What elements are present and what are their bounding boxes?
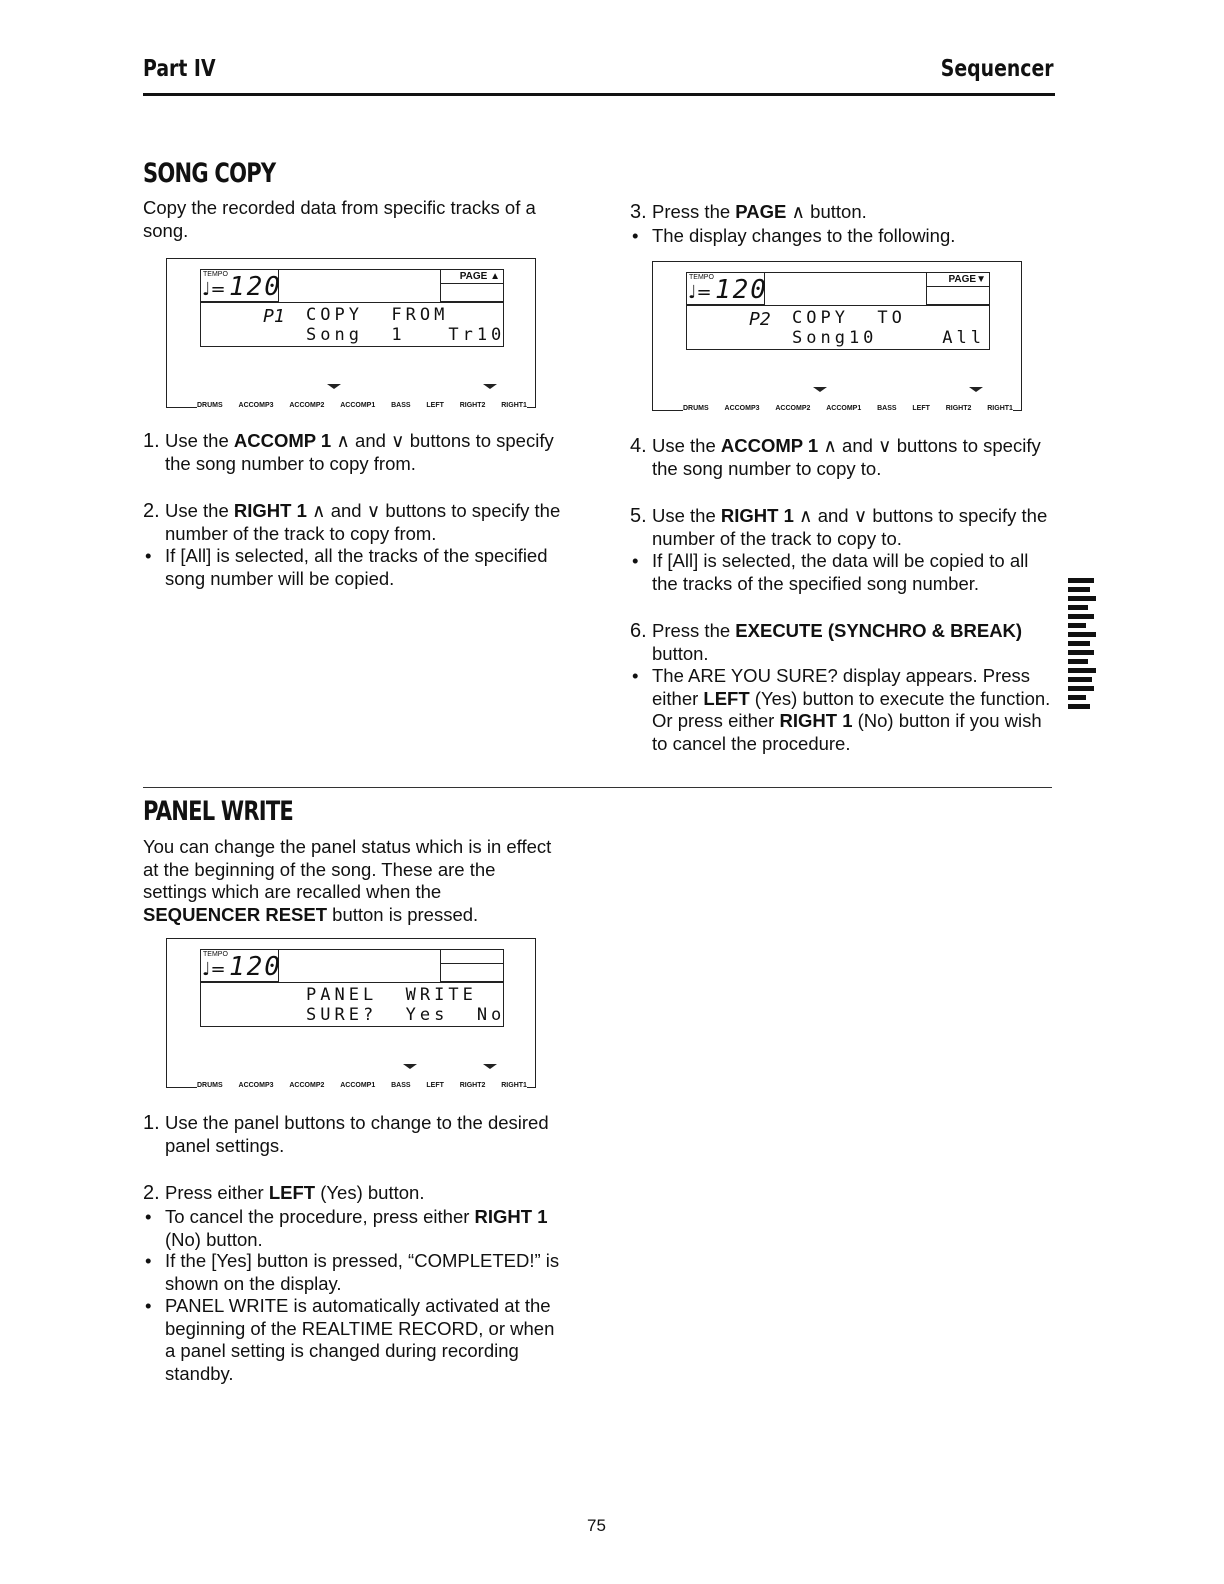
section-label: Sequencer — [941, 56, 1054, 82]
track-label: LEFT — [426, 402, 444, 409]
track-label: DRUMS — [197, 402, 223, 409]
step-text: Use the — [652, 435, 721, 456]
button-name: PAGE — [735, 201, 787, 222]
bullet-text: To cancel the procedure, press either — [165, 1206, 475, 1227]
step-text: ∧ button. — [786, 201, 867, 222]
step-number: 6. — [630, 620, 647, 642]
track-label: LEFT — [912, 405, 930, 412]
bullet-text: (No) button. — [165, 1228, 263, 1250]
track-label: BASS — [877, 405, 897, 412]
tempo-label: TEMPO — [203, 271, 228, 278]
track-label: BASS — [391, 1082, 411, 1089]
step-text: Use the — [165, 500, 234, 521]
step-text: ∧ and ∨ buttons to specify the song number to copy to. — [652, 435, 1041, 479]
step-number: 5. — [630, 505, 647, 527]
button-name: RIGHT 1 — [779, 710, 853, 731]
section-divider — [143, 787, 1052, 788]
page-number: 75 — [587, 1516, 606, 1535]
step-text: Use the — [652, 505, 721, 526]
track-label: DRUMS — [197, 1082, 223, 1089]
bullet-auto-activated: • PANEL WRITE is automatically activated at the beginning of the REALTIME RECORD, or when a panel setting is changed during recording standby. — [143, 1295, 565, 1385]
tempo-label: TEMPO — [203, 951, 228, 958]
panel-write-title: PANEL WRITE — [143, 796, 294, 827]
step-text: Use the panel buttons to change to the desired panel settings. — [165, 1112, 549, 1156]
page-indicator — [926, 272, 990, 305]
step-4-copy-to — [630, 435, 1052, 480]
step-number: 1. — [143, 430, 160, 452]
track-label: BASS — [391, 402, 411, 409]
tempo-box — [200, 949, 282, 982]
tempo-value: 120 — [229, 272, 282, 302]
lcd-line-1: COPY TO — [792, 308, 906, 328]
page-indicator — [440, 949, 504, 982]
button-name: ACCOMP 1 — [720, 435, 819, 456]
step-text: (Yes) button. — [315, 1182, 425, 1203]
lcd-line-2: Song10 — [792, 328, 878, 348]
bullet-display-changes: • The display changes to the following. — [630, 225, 1052, 248]
lcd-display-panel-write — [166, 938, 536, 1088]
lcd-main-text — [200, 302, 504, 347]
part-label: Part IV — [143, 56, 216, 82]
button-name: RIGHT 1 — [474, 1206, 548, 1227]
lcd-line-1: COPY FROM — [306, 305, 449, 325]
step-1-copy-from — [143, 430, 565, 475]
track-label: ACCOMP3 — [724, 405, 760, 412]
lcd-display-copy-from — [166, 258, 536, 408]
down-arrow-icon — [483, 384, 497, 389]
song-copy-intro: Copy the recorded data from specific tracks of a song. — [143, 197, 536, 241]
tempo-box — [686, 272, 768, 305]
step-5-track-to — [630, 505, 1052, 550]
page-label-blank — [441, 950, 503, 964]
note-icon: ♩= — [202, 279, 226, 300]
lcd-display-copy-to — [652, 261, 1022, 411]
intro-text: button is pressed. — [327, 903, 479, 925]
step-text: Press the — [652, 201, 736, 222]
button-name: (SYNCHRO & BREAK) — [827, 620, 1023, 641]
tempo-value: 120 — [715, 275, 768, 305]
step-text: ∧ and ∨ buttons to specify the number of the track to copy to. — [652, 505, 1048, 549]
track-labels — [683, 405, 1013, 412]
step-number: 4. — [630, 435, 647, 457]
track-label: ACCOMP1 — [340, 402, 376, 409]
track-label: RIGHT1 — [987, 405, 1013, 412]
page-indicator — [440, 269, 504, 302]
down-arrow-icon — [483, 1064, 497, 1069]
step-text: Use the — [165, 430, 234, 451]
bullet-cancel — [143, 1206, 565, 1251]
tempo-label: TEMPO — [689, 274, 714, 281]
tempo-value: 120 — [229, 952, 282, 982]
track-label: RIGHT2 — [945, 405, 972, 412]
track-label: RIGHT1 — [501, 1082, 527, 1089]
bullet-are-you-sure — [630, 665, 1052, 755]
tempo-box — [200, 269, 282, 302]
track-label: ACCOMP1 — [826, 405, 862, 412]
step-number: 1. — [143, 1112, 160, 1134]
track-labels — [197, 402, 527, 409]
down-arrow-icon — [327, 384, 341, 389]
track-label: DRUMS — [683, 405, 709, 412]
track-label: RIGHT2 — [459, 402, 486, 409]
button-name: LEFT — [703, 687, 750, 709]
bullet-completed: • If the [Yes] button is pressed, “COMPLETED!” is shown on the display. — [143, 1250, 565, 1295]
header-rule — [143, 93, 1055, 96]
page-code: P1 — [263, 306, 285, 327]
step-number: 2. — [143, 500, 160, 522]
bullet-text: The ARE YOU SURE? display appears. Press either — [652, 665, 1031, 709]
down-arrow-icon — [969, 387, 983, 392]
step-3-page — [630, 201, 1052, 224]
lcd-line-1: PANEL WRITE — [306, 985, 477, 1005]
track-label: LEFT — [426, 1082, 444, 1089]
track-label: ACCOMP3 — [238, 1082, 274, 1089]
song-copy-title: SONG COPY — [143, 158, 276, 189]
track-label: ACCOMP2 — [775, 405, 811, 412]
track-label: ACCOMP1 — [340, 1082, 376, 1089]
down-arrow-icon — [403, 1064, 417, 1069]
step-6-execute — [630, 620, 1052, 665]
button-name: ACCOMP 1 — [233, 430, 332, 451]
button-name: SEQUENCER RESET — [143, 903, 328, 925]
page-label: PAGE▼ — [927, 273, 989, 287]
step-text: Press either — [165, 1182, 269, 1203]
bullet-all-tracks: • If [All] is selected, all the tracks of the specified song number will be copied. — [143, 545, 565, 590]
track-label: RIGHT2 — [459, 1082, 486, 1089]
down-arrow-icon — [813, 387, 827, 392]
step-number: 3. — [630, 201, 647, 223]
lcd-line-2-right: All — [942, 328, 985, 348]
step-2-track-from — [143, 500, 565, 545]
step-number: 2. — [143, 1182, 160, 1204]
track-label: ACCOMP2 — [289, 402, 325, 409]
button-name: RIGHT 1 — [233, 500, 307, 521]
panel-step-2 — [143, 1182, 565, 1205]
bullet-copied-all: • If [All] is selected, the data will be copied to all the tracks of the specified song number. — [630, 550, 1052, 595]
lcd-line-2: SURE? Yes No — [306, 1005, 506, 1025]
page-code: P2 — [749, 309, 771, 330]
lcd-main-text — [686, 305, 990, 350]
track-labels — [197, 1082, 527, 1089]
bullet-text: (Yes) button to execute the function. Or press either — [652, 687, 1051, 731]
track-label: RIGHT1 — [501, 402, 527, 409]
step-text: ∧ and ∨ buttons to specify the song number to copy from. — [165, 430, 554, 474]
thumb-index-tab — [1068, 578, 1098, 778]
intro-text: You can change the panel status which is in effect at the beginning of the song. These are the settings which are recalled when the — [143, 836, 552, 902]
page-label: PAGE ▲ — [441, 270, 503, 284]
button-name: RIGHT 1 — [720, 505, 794, 526]
track-label: ACCOMP3 — [238, 402, 274, 409]
note-icon: ♩= — [202, 959, 226, 980]
button-name: LEFT — [268, 1182, 316, 1203]
panel-write-intro — [143, 836, 563, 926]
track-label: ACCOMP2 — [289, 1082, 325, 1089]
lcd-line-2: Song 1 Tr10 — [306, 325, 506, 345]
step-text: ∧ and ∨ buttons to specify the number of the track to copy from. — [165, 500, 561, 544]
note-icon: ♩= — [688, 282, 712, 303]
lcd-main-text — [200, 982, 504, 1027]
button-name: EXECUTE — [735, 620, 823, 641]
step-text: Press the — [652, 620, 736, 641]
bullet-text: (No) button if you wish to cancel the procedure. — [652, 710, 1042, 754]
step-text: button. — [652, 642, 709, 664]
panel-step-1 — [143, 1112, 565, 1157]
